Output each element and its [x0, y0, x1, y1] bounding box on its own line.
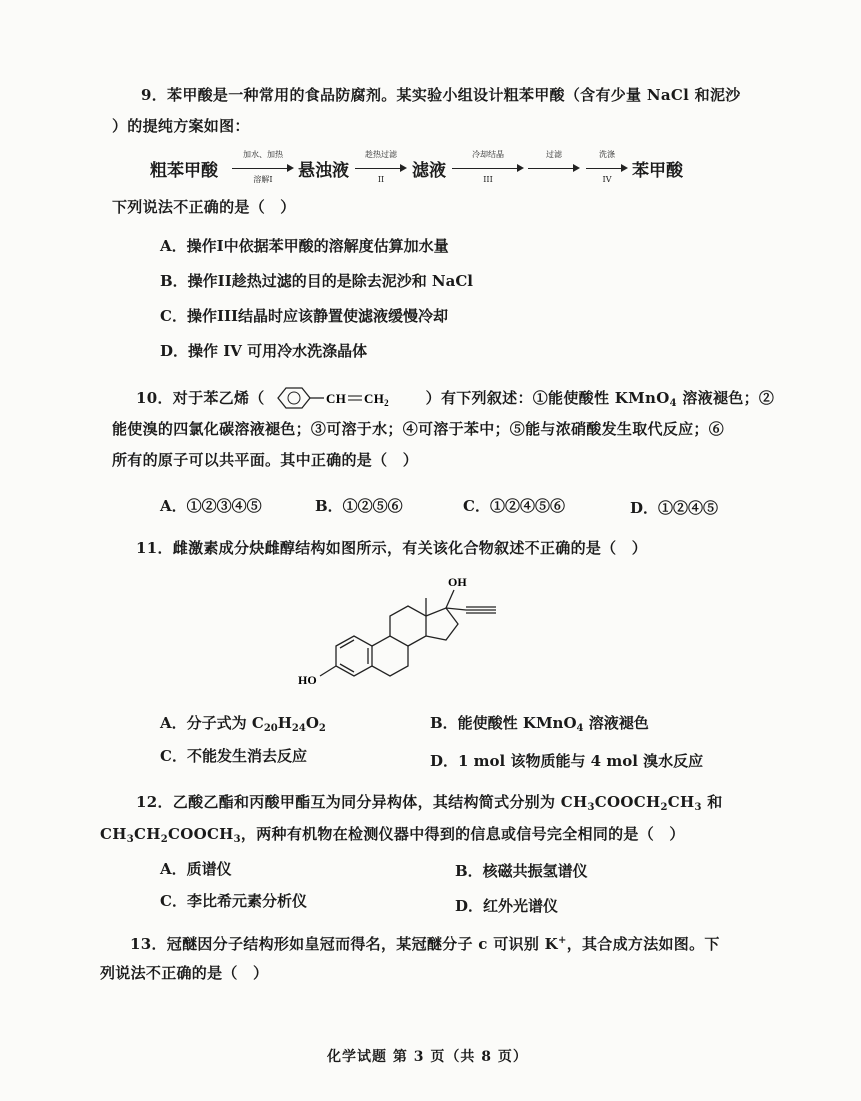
q10-option-c: C．①②④⑤⑥ [463, 497, 565, 515]
q11-option-b-text: B．能使酸性 KMnO [430, 714, 577, 732]
q12-formula-a: CH [100, 825, 127, 843]
styrene-structure [270, 385, 420, 411]
ho-label-left: HO [298, 673, 317, 687]
flow-start: 粗苯甲酸 [150, 161, 218, 181]
flow-arrow-5 [586, 150, 628, 186]
q12-option-a: A．质谱仪 [160, 860, 232, 878]
flow-step5-sub: IV [602, 175, 612, 184]
q12-option-b: B．核磁共振氢谱仪 [455, 862, 588, 880]
q9-option-a: A．操作I中依据苯甲酸的溶解度估算加水量 [160, 237, 449, 255]
q11-option-b-rest: 溶液褪色 [583, 714, 649, 732]
flow-step5-label: 洗涤 [599, 150, 615, 159]
flow-end: 苯甲酸 [632, 161, 683, 181]
page-footer: 化学试题 第 3 页（共 8 页） [327, 1049, 528, 1065]
q13-line2: 列说法不正确的是（ ） [100, 964, 269, 982]
q9-stem: 下列说法不正确的是（ ） [112, 198, 296, 216]
q10-line3: 所有的原子可以共平面。其中正确的是（ ） [112, 451, 419, 469]
q10-option-b: B．①②⑤⑥ [315, 497, 403, 515]
q9-line1: 9．苯甲酸是一种常用的食品防腐剂。某实验小组设计粗苯甲酸（含有少量 NaCl 和泥沙 [141, 86, 741, 104]
flow-node-suspension: 悬浊液 [298, 161, 349, 181]
flow-step4-label: 过滤 [546, 150, 562, 159]
q10-suffix: ）有下列叙述：①能使酸性 KMnO [425, 389, 670, 407]
ethinylestradiol-structure [296, 568, 536, 698]
q10-suffix2: 溶液褪色；② [676, 389, 775, 407]
q9-line2: ）的提纯方案如图： [112, 117, 250, 135]
styrene-ch: CH [326, 391, 347, 406]
q12-option-c: C．李比希元素分析仪 [160, 892, 307, 910]
q12-line1: 12．乙酸乙酯和丙酸甲酯互为同分异构体，其结构简式分别为 $CH_3COOCH_2CH_3$ 和 [136, 793, 723, 813]
q10-line2: 能使溴的四氯化碳溶液褪色；③可溶于水；④可溶于苯中；⑤能与浓硝酸发生取代反应；⑥ [112, 420, 725, 438]
flow-arrow-3 [452, 150, 524, 186]
flow-step2-sub: II [377, 175, 385, 184]
q12-line2: $CH_3CH_2COOCH_3$，两种有机物在检测仪器中得到的信息或信号完全相同的是（ ） [100, 825, 685, 845]
q9-option-b: B．操作II趁热过滤的目的是除去泥沙和 NaCl [160, 272, 474, 290]
oh-label-top: OH [448, 575, 467, 589]
q9-option-d: D．操作 IV 可用冷水洗涤晶体 [160, 342, 368, 360]
q9-option-c: C．操作III结晶时应该静置使滤液缓慢冷却 [160, 307, 448, 325]
q12-formula-b: CH [133, 825, 161, 843]
q11-stem: 11．雌激素成分炔雌醇结构如图所示，有关该化合物叙述不正确的是（ ） [136, 539, 648, 557]
q11-option-c: C．不能发生消去反应 [160, 747, 307, 765]
flow-step1-sub: 溶解I [253, 175, 273, 184]
flow-step2-label: 趁热过滤 [365, 150, 397, 159]
svg-text:CH2: $CH_2$ [364, 391, 390, 408]
flow-step3-label: 冷却结晶 [472, 150, 504, 159]
q10-line1: 10．对于苯乙烯（ CH $CH_2$ ）有下列叙述：①能使酸性 KMnO$_4$ 溶液褪色；② [136, 385, 774, 411]
q10-option-d: D．①②④⑤ [630, 499, 719, 517]
styrene-ch2: CH [364, 391, 385, 406]
q10-option-a: A．①②③④⑤ [160, 497, 262, 515]
q11-option-d: D．1 mol 该物质能与 4 mol 溴水反应 [430, 752, 704, 770]
q12-line2-text: ，两种有机物在检测仪器中得到的信息或信号完全相同的是（ ） [240, 825, 685, 843]
flow-step1-label: 加水、加热 [243, 150, 283, 159]
flow-arrow-1 [232, 150, 294, 186]
q11-option-b: B．能使酸性 KMnO$_4$ 溶液褪色 [430, 714, 649, 734]
flow-step3-sub: III [483, 175, 493, 184]
q13-line1-text: 13．冠醚因分子结构形如皇冠而得名，某冠醚分子 c 可识别 K [130, 935, 559, 953]
flow-arrow-2 [355, 150, 407, 186]
q12-formula-c: COOCH [167, 825, 234, 843]
q11-option-a: A．分子式为 $C_{20}H_{24}O_2$ [160, 714, 326, 734]
flow-node-filtrate: 滤液 [412, 161, 446, 181]
q13-line1: 13．冠醚因分子结构形如皇冠而得名，某冠醚分子 c 可识别 K+，其合成方法如图。下 [130, 935, 720, 953]
q12-line1-text: 12．乙酸乙酯和丙酸甲酯互为同分异构体，其结构简式分别为 CH [136, 793, 588, 811]
q10-prefix: 10．对于苯乙烯（ [136, 389, 265, 407]
q12-option-d: D．红外光谱仪 [455, 897, 559, 915]
flow-arrow-4 [528, 150, 580, 186]
purification-flowchart [150, 150, 710, 190]
q11-option-a-text: A．分子式为 C [160, 714, 264, 732]
q13-line1-tail: ，其合成方法如图。下 [566, 935, 720, 953]
